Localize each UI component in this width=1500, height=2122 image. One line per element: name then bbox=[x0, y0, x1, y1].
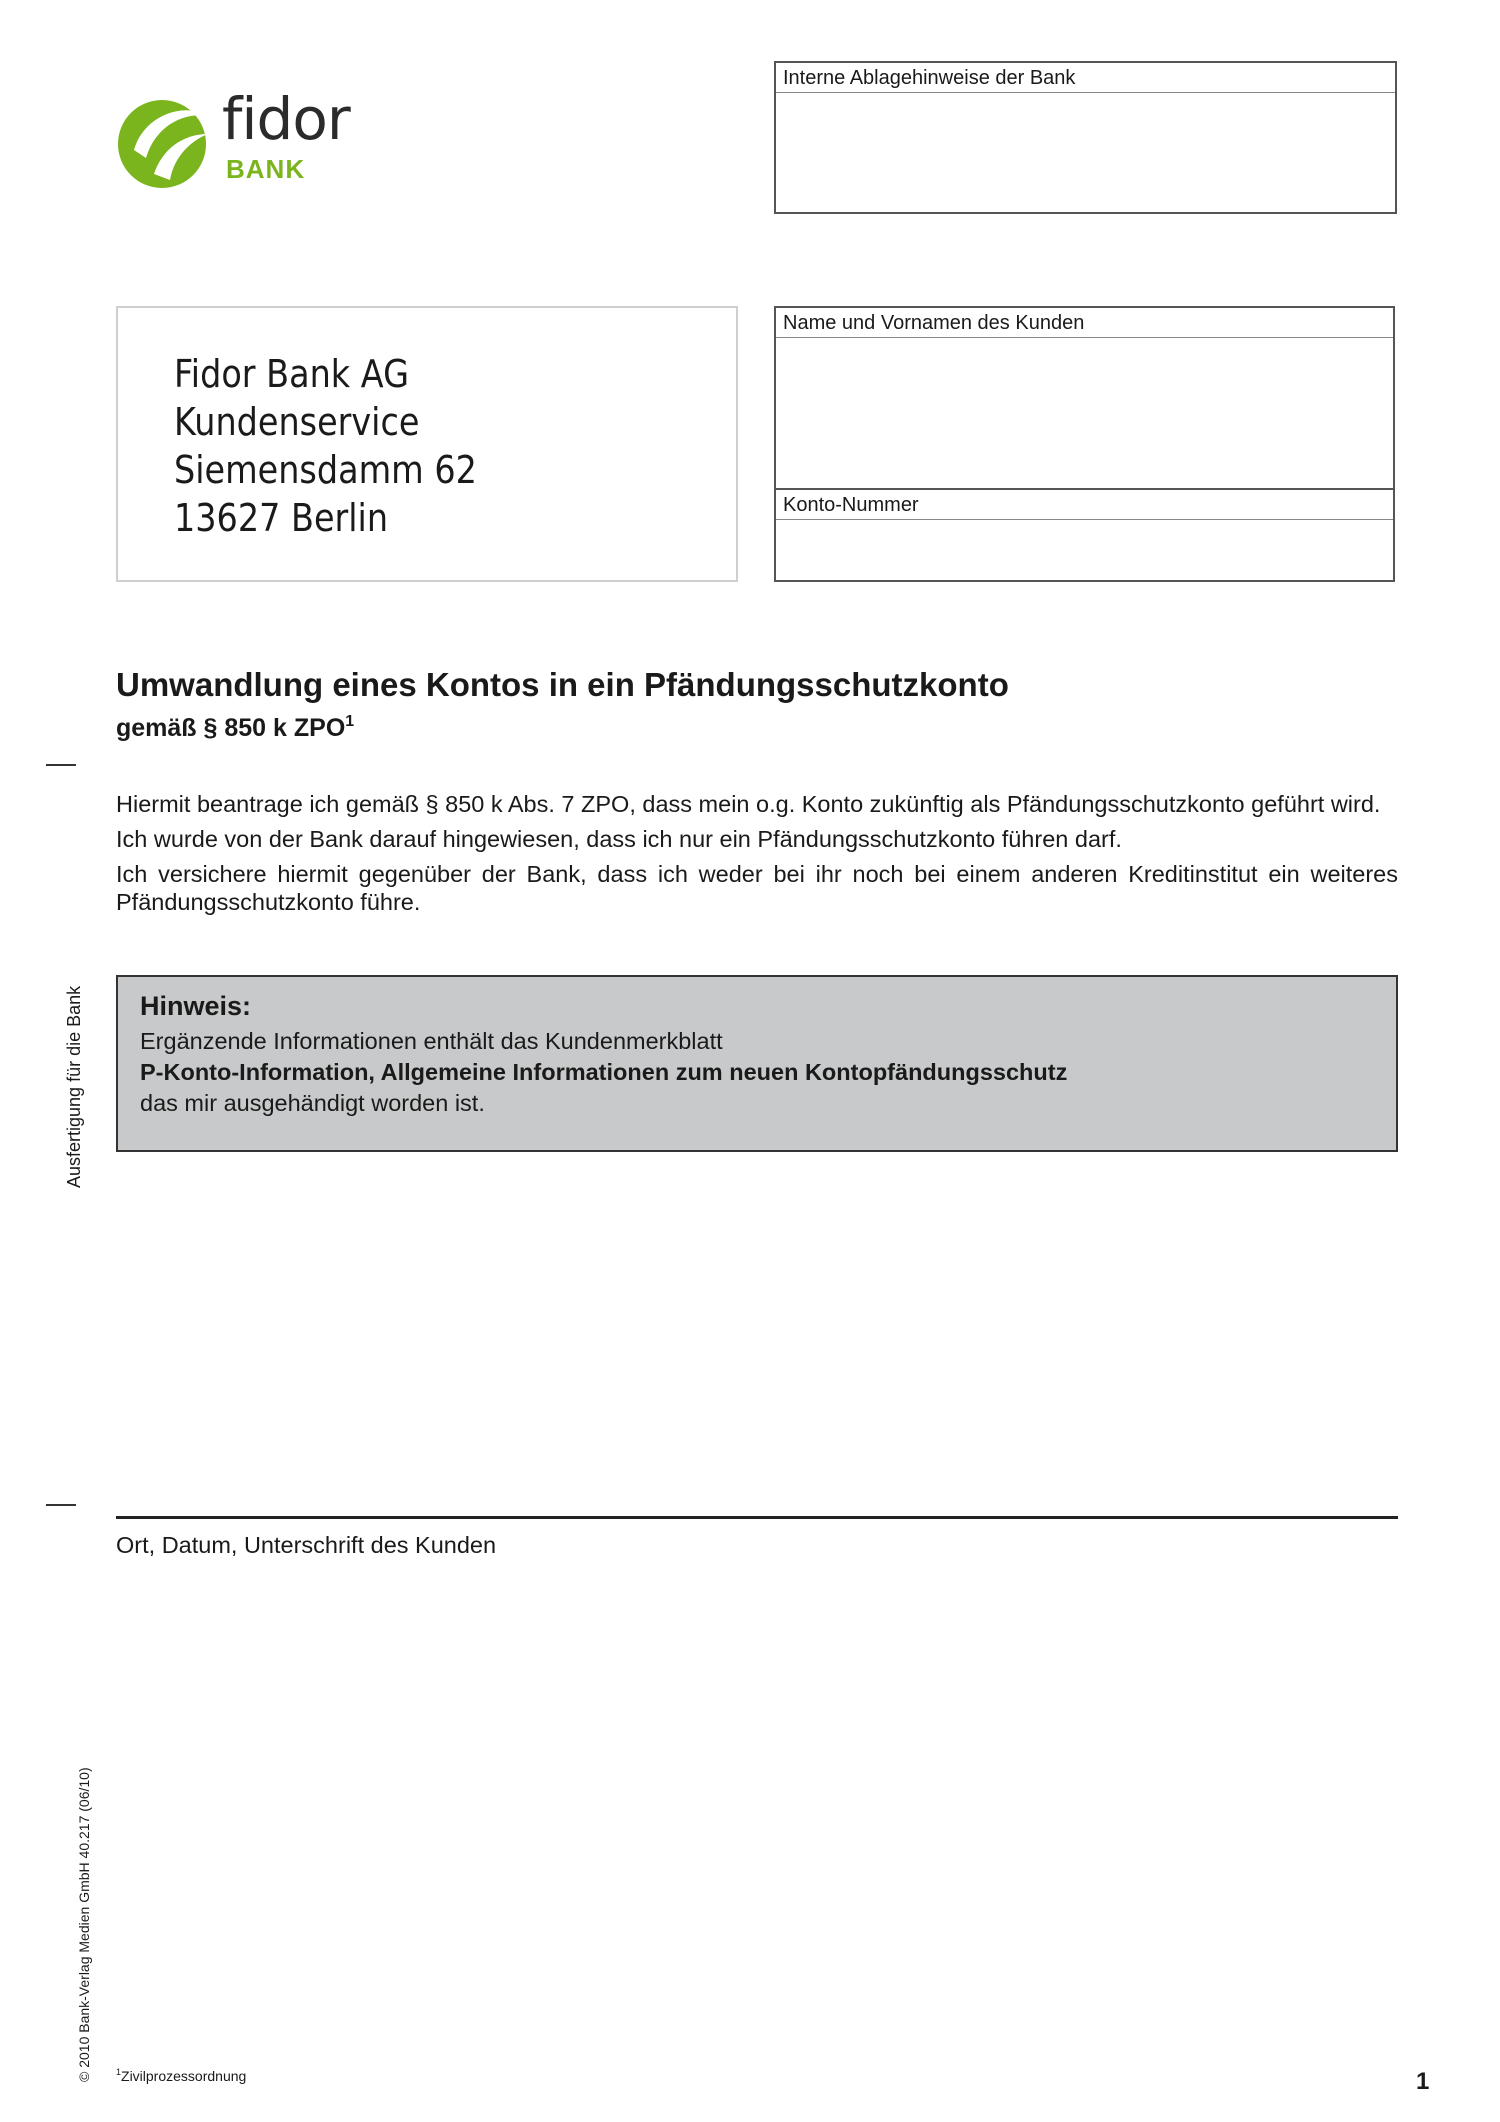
customer-name-label: Name und Vornamen des Kunden bbox=[776, 308, 1393, 338]
hint-line: das mir ausgehändigt worden ist. bbox=[140, 1090, 485, 1116]
customer-info-box bbox=[774, 306, 1395, 582]
body-paragraph: Ich wurde von der Bank darauf hingewiesen, dass ich nur ein Pfändungsschutzkonto führen darf. bbox=[116, 826, 1122, 852]
address-line: Kundenservice bbox=[174, 400, 420, 444]
internal-notes-box[interactable] bbox=[774, 61, 1397, 214]
address-line: Siemensdamm 62 bbox=[174, 448, 477, 492]
hint-line: Ergänzende Informationen enthält das Kundenmerkblatt bbox=[140, 1028, 723, 1054]
address-line: 13627 Berlin bbox=[174, 496, 389, 540]
bank-address bbox=[174, 350, 477, 542]
account-number-field[interactable] bbox=[776, 520, 1393, 580]
form-body bbox=[116, 790, 1398, 923]
copy-designation: Ausfertigung für die Bank bbox=[64, 985, 84, 1188]
account-number-label: Konto-Nummer bbox=[776, 490, 1393, 520]
fold-mark bbox=[46, 1504, 76, 1506]
customer-name-field[interactable] bbox=[776, 338, 1393, 490]
copyright-note: © 2010 Bank-Verlag Medien GmbH 40.217 (06/10) bbox=[76, 1767, 92, 2082]
form-subtitle bbox=[116, 713, 354, 743]
body-paragraph: Ich versichere hiermit gegenüber der Bank, dass ich weder bei ihr noch bei einem anderen Kreditinstitut ein weiteres Pfändungsschutzkonto führe. bbox=[116, 861, 1398, 915]
logo-subtext: BANK bbox=[226, 154, 306, 184]
internal-notes-label: Interne Ablagehinweise der Bank bbox=[776, 63, 1395, 93]
bank-address-box bbox=[116, 306, 738, 582]
form-title: Umwandlung eines Kontos in ein Pfändungsschutzkonto bbox=[116, 666, 1009, 703]
address-line: Fidor Bank AG bbox=[174, 352, 409, 396]
hint-line-bold: P-Konto-Information, Allgemeine Informationen zum neuen Kontopfändungsschutz bbox=[140, 1059, 1068, 1085]
hint-title: Hinweis: bbox=[140, 991, 252, 1021]
page-number: 1 bbox=[1416, 2068, 1430, 2095]
footnote-text: Zivilprozessordnung bbox=[121, 2068, 247, 2084]
hint-box bbox=[116, 975, 1398, 1152]
signature-label: Ort, Datum, Unterschrift des Kunden bbox=[116, 1532, 497, 1558]
footnote bbox=[116, 2067, 246, 2084]
fold-mark bbox=[46, 764, 76, 766]
footnote-number: 1 bbox=[116, 2067, 122, 2077]
logo-mark-icon bbox=[116, 94, 212, 190]
signature-line[interactable] bbox=[116, 1516, 1398, 1519]
logo-wordmark: fidor bbox=[222, 85, 350, 153]
fidor-bank-logo bbox=[116, 85, 366, 194]
body-paragraph: Hiermit beantrage ich gemäß § 850 k Abs. 7 ZPO, dass mein o.g. Konto zukünftig als Pfändungsschutzkonto geführt wird. bbox=[116, 791, 1381, 817]
subtitle-text: gemäß § 850 k ZPO bbox=[116, 714, 346, 742]
footnote-ref: 1 bbox=[345, 713, 355, 730]
